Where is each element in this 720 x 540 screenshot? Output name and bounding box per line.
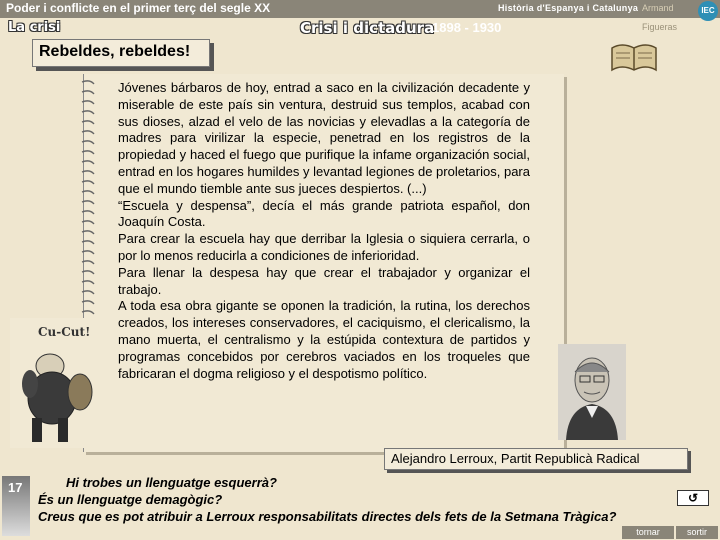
lerroux-portrait-image xyxy=(558,344,626,440)
quote-paragraph: Jóvenes bárbaros de hoy, entrad a saco en la civilización decadente y miserable de este país sin ventura, destruid sus templos, acabad con sus dioses, alzad el velo de las novicias y elevadlas a la categoría de madres para virilizar la especie, penetrad en los registros de la propiedad y haced el fuego que purifique la infame organización social, entrad en los hogares humildes y levantad legiones de proletarios, para que el mundo tiemble ante sus jueces despiertos. (...) xyxy=(118,80,530,196)
quote-attribution-box xyxy=(384,448,688,470)
question-item: És un llenguatge demagògic? xyxy=(38,492,223,507)
crisis-badge: La crisi xyxy=(8,20,61,35)
section-title: Crisi i dictadura xyxy=(300,19,435,37)
quote-paragraph: “Escuela y despensa”, decía el más grande patriota español, don Joaquín Costa. xyxy=(118,197,530,230)
cartoon-caption: Cu-Cut! xyxy=(38,325,91,339)
question-item: Hi trobes un llenguatge esquerrà? xyxy=(66,475,277,490)
open-book-icon xyxy=(610,42,658,74)
cucut-cartoon-image xyxy=(10,318,100,448)
slide-heading-box xyxy=(32,39,210,67)
section-years: 1898 - 1930 xyxy=(432,20,502,35)
slide-number: 17 xyxy=(8,480,23,495)
lerroux-quote xyxy=(118,80,530,382)
back-button[interactable]: tornar xyxy=(622,526,674,539)
quote-paragraph: Para crear la escuela hay que derribar la Iglesia o siquiera cerrarla, o por lo menos reducirla a condiciones de inferioridad. xyxy=(118,231,530,263)
subject-label: Història d'Espanya i Catalunya xyxy=(498,3,639,13)
exit-button[interactable]: sortir xyxy=(676,526,718,539)
author-first-name: Armand xyxy=(642,3,674,13)
author-last-name: Figueras xyxy=(642,22,678,32)
quote-paragraph: A toda esa obra gigante se oponen la tradición, la rutina, los derechos creados, los intereses conservadores, el caciquismo, el clericalismo, la mano muerta, el centralismo y la estúpida contextura de partidos y programas concebidos por cerebros vaciados en los troqueles que fabricaran el dogma religioso y el despotismo político. xyxy=(118,298,530,381)
quote-paragraph: Para llenar la despesa hay que crear el trabajador y organizar el trabajo. xyxy=(118,264,530,297)
return-icon[interactable]: ↺ xyxy=(677,490,709,506)
slide-number-tab xyxy=(2,476,30,536)
institution-logo-icon: IEC xyxy=(698,1,718,21)
quote-attribution: Alejandro Lerroux, Partit Republicà Radical xyxy=(391,451,640,466)
question-item: Creus que es pot atribuir a Lerroux responsabilitats directes dels fets de la Setmana Tràgica? xyxy=(38,509,617,524)
presentation-title: Poder i conflicte en el primer terç del segle XX xyxy=(6,1,271,15)
slide-heading: Rebeldes, rebeldes! xyxy=(39,43,191,60)
